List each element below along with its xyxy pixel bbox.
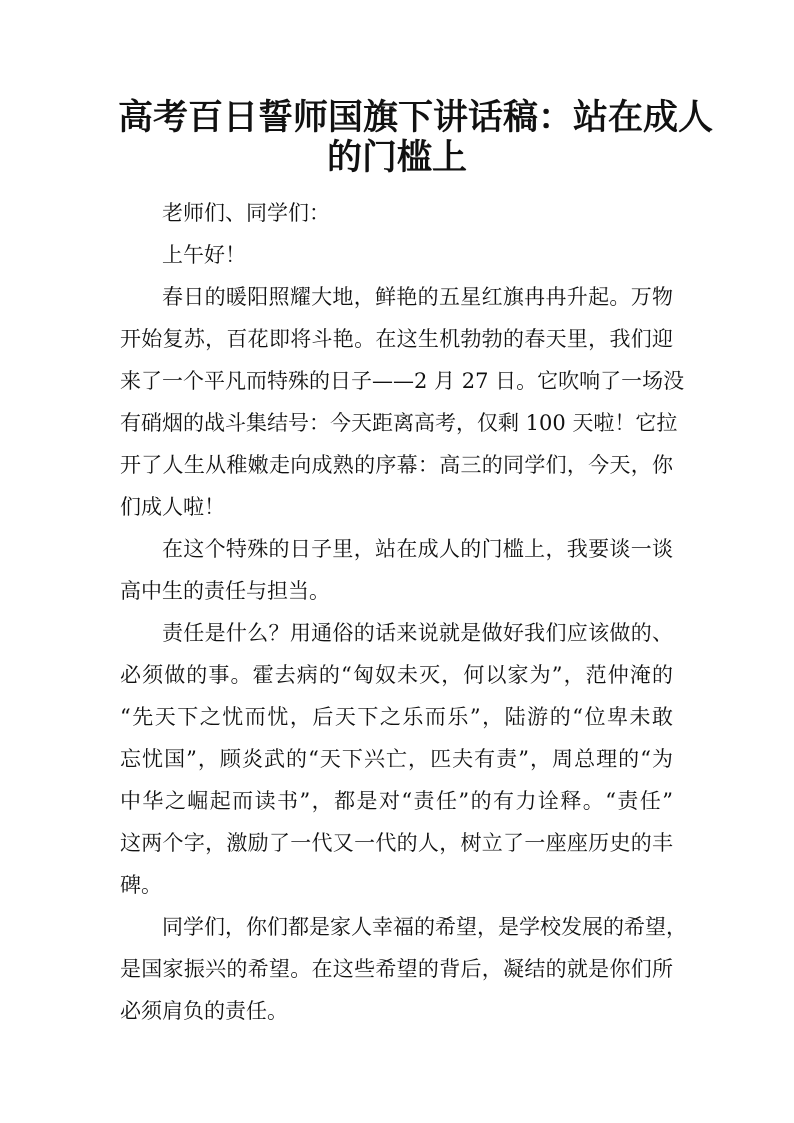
- paragraph-line: 上午好！: [162, 243, 246, 267]
- paragraph-line: 中华之崛起而读书”，都是对“责任”的有力诠释。“责任”: [120, 789, 673, 813]
- document-body: [120, 192, 687, 1032]
- paragraph-line: 老师们、同学们：: [162, 201, 330, 225]
- paragraph-line: 春日的暖阳照耀大地，鲜艳的五星红旗冉冉升起。万物: [162, 285, 673, 309]
- paragraph-line: 在这个特殊的日子里，站在成人的门槛上，我要谈一谈: [162, 537, 673, 561]
- paragraph-line: 责任是什么？用通俗的话来说就是做好我们应该做的、: [162, 621, 673, 645]
- paragraph-line: 同学们，你们都是家人幸福的希望，是学校发展的希望，: [162, 915, 687, 939]
- paragraph-line: 们成人啦！: [120, 495, 225, 519]
- paragraph-line: 碑。: [120, 873, 162, 897]
- paragraph-line: 必须肩负的责任。: [120, 999, 288, 1023]
- paragraph: [120, 192, 673, 234]
- paragraph-line: 高中生的责任与担当。: [120, 579, 330, 603]
- document-title: [118, 97, 714, 178]
- paragraph-line: 是国家振兴的希望。在这些希望的背后，凝结的就是你们所: [120, 957, 673, 981]
- paragraph: [120, 906, 687, 1032]
- title-line-1: 高考百日誓师国旗下讲话稿：站在成人: [118, 97, 714, 138]
- paragraph: [120, 612, 673, 906]
- title-line-2: 的门槛上: [326, 137, 467, 178]
- paragraph-line: 开始复苏，百花即将斗艳。在这生机勃勃的春天里，我们迎: [120, 327, 673, 351]
- paragraph-line: 来了一个平凡而特殊的日子——2 月 27 日。它吹响了一场没: [120, 369, 685, 393]
- paragraph-line: 必须做的事。霍去病的“匈奴未灭，何以家为”，范仲淹的: [120, 663, 673, 687]
- paragraph: [120, 234, 673, 276]
- paragraph-line: “先天下之忧而忧，后天下之乐而乐”，陆游的“位卑未敢: [120, 705, 673, 729]
- paragraph-line: 忘忧国”，顾炎武的“天下兴亡，匹夫有责”，周总理的“为: [120, 747, 673, 771]
- paragraph: [120, 276, 685, 528]
- paragraph: [120, 528, 673, 612]
- paragraph-line: 有硝烟的战斗集结号：今天距离高考，仅剩 100 天啦！它拉: [120, 411, 678, 435]
- paragraph-line: 这两个字，激励了一代又一代的人，树立了一座座历史的丰: [120, 831, 673, 855]
- paragraph-line: 开了人生从稚嫩走向成熟的序幕：高三的同学们，今天，你: [120, 453, 673, 477]
